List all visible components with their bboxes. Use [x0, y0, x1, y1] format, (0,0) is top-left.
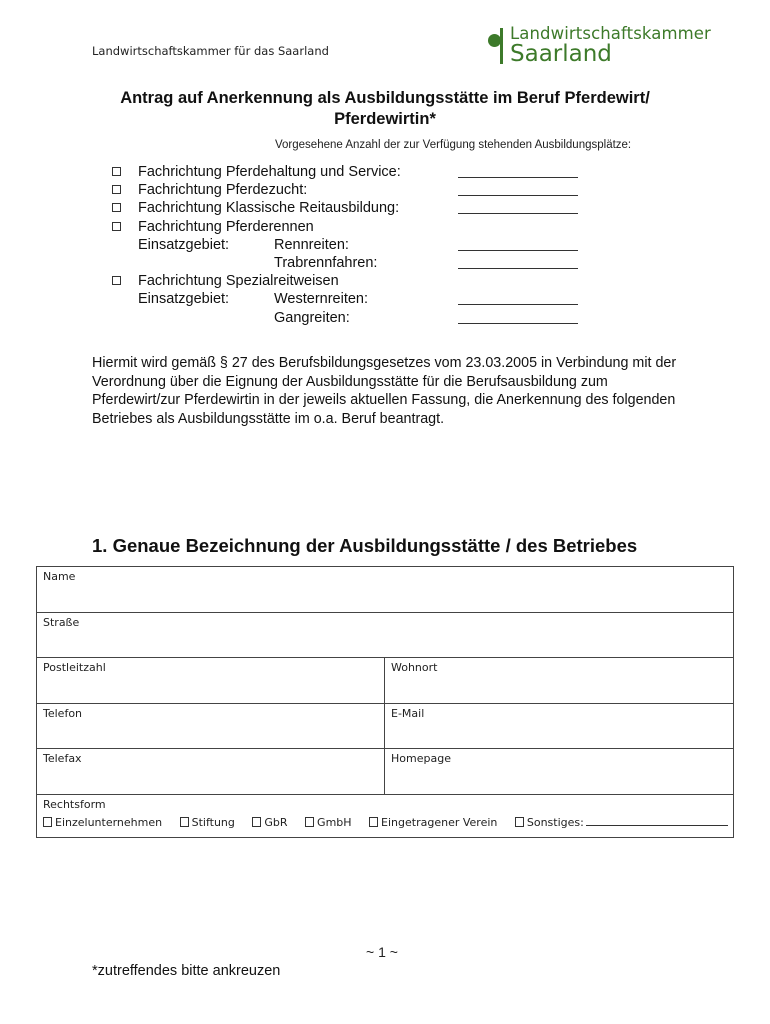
header-org-name: Landwirtschaftskammer für das Saarland [92, 44, 329, 58]
list-item [112, 199, 592, 217]
list-item [112, 309, 592, 327]
count-blank[interactable] [458, 268, 578, 269]
option-gbr[interactable]: GbR [252, 816, 287, 829]
einsatzgebiet-label: Einsatzgebiet: [138, 236, 230, 253]
plz-field[interactable] [37, 658, 385, 703]
checkbox[interactable] [112, 203, 121, 212]
telefon-label: Telefon [43, 707, 83, 720]
telefax-field[interactable] [37, 749, 385, 794]
sub-item-label: Gangreiten: [274, 309, 350, 326]
list-item [112, 181, 592, 199]
list-item-label: Fachrichtung Pferderennen [138, 218, 314, 235]
list-item [112, 163, 592, 181]
list-item [112, 290, 592, 308]
sub-item-label: Trabrennfahren: [274, 254, 378, 271]
places-subtitle: Vorgesehene Anzahl der zur Verfügung stehenden Ausbildungsplätze: [275, 139, 632, 151]
section-title: 1. Genaue Bezeichnung der Ausbildungsstätte / des Betriebes [92, 535, 638, 556]
homepage-label: Homepage [391, 752, 451, 765]
page-title-line2: Pferdewirtin* [334, 110, 436, 128]
form-row-telefon-email [37, 704, 733, 749]
count-blank[interactable] [458, 323, 578, 324]
list-item [112, 272, 592, 290]
form-row-telefax-homepage [37, 749, 733, 795]
checkbox[interactable] [180, 817, 189, 827]
sub-item-label: Westernreiten: [274, 291, 369, 308]
plz-label: Postleitzahl [43, 661, 106, 674]
page-title-line1: Antrag auf Anerkennung als Ausbildungsstätte im Beruf Pferdewirt/ [120, 89, 650, 107]
page-number: ~ 1 ~ [366, 944, 398, 960]
count-blank[interactable] [458, 213, 578, 214]
list-item [112, 218, 592, 236]
count-blank[interactable] [458, 195, 578, 196]
list-item-label: Fachrichtung Spezialreitweisen [138, 273, 339, 290]
logo [488, 24, 718, 72]
page-title [80, 88, 690, 130]
count-blank[interactable] [458, 177, 578, 178]
fachrichtung-list [112, 163, 592, 327]
checkbox[interactable] [112, 276, 121, 285]
checkbox[interactable] [369, 817, 378, 827]
form-row-name[interactable] [37, 567, 733, 613]
list-item [112, 236, 592, 254]
application-paragraph: Hiermit wird gemäß § 27 des Berufsbildungsgesetzes vom 23.03.2005 in Verbindung mit der Verordnung über die Eignung der Ausbildungsstätte für die Berufsausbildung zum Pferdewirt/zur Pferdewirtin in der jeweils aktuellen Fassung, die Anerkennung des folgenden Betriebes als Ausbildungsstätte im o.a. Beruf beantragt. [92, 355, 677, 427]
list-item-label: Fachrichtung Pferdezucht: [138, 182, 308, 199]
name-label: Name [43, 570, 76, 583]
rechtsform-label: Rechtsform [43, 798, 106, 811]
option-gmbh[interactable]: GmbH [305, 816, 352, 829]
footnote: *zutreffendes bitte ankreuzen [92, 963, 281, 979]
count-blank[interactable] [458, 304, 578, 305]
wohnort-label: Wohnort [391, 661, 438, 674]
strasse-label: Straße [43, 616, 80, 629]
list-item [112, 254, 592, 272]
telefax-label: Telefax [43, 752, 82, 765]
checkbox[interactable] [252, 817, 261, 827]
form-row-plz-wohnort [37, 658, 733, 704]
option-sonstiges[interactable]: Sonstiges: [515, 816, 728, 829]
count-blank[interactable] [458, 250, 578, 251]
rechtsform-options [43, 816, 728, 829]
homepage-field[interactable] [385, 749, 735, 794]
checkbox[interactable] [112, 185, 121, 194]
email-label: E-Mail [391, 707, 425, 720]
business-form [36, 566, 734, 838]
checkbox[interactable] [305, 817, 314, 827]
checkbox[interactable] [515, 817, 524, 827]
form-row-rechtsform [37, 795, 733, 837]
wohnort-field[interactable] [385, 658, 735, 703]
logo-bar-icon [500, 28, 503, 64]
logo-text-top: Landwirtschaftskammer [510, 24, 711, 43]
list-item-label: Fachrichtung Pferdehaltung und Service: [138, 164, 401, 180]
option-einzelunternehmen[interactable]: Einzelunternehmen [43, 816, 162, 829]
option-stiftung[interactable]: Stiftung [180, 816, 235, 829]
form-row-strasse[interactable] [37, 613, 733, 658]
list-item-label: Fachrichtung Klassische Reitausbildung: [138, 200, 400, 217]
email-field[interactable] [385, 704, 735, 748]
sonstiges-blank[interactable] [586, 825, 728, 826]
checkbox[interactable] [43, 817, 52, 827]
logo-text-bottom: Saarland [510, 41, 612, 67]
telefon-field[interactable] [37, 704, 385, 748]
einsatzgebiet-label: Einsatzgebiet: [138, 291, 230, 308]
sub-item-label: Rennreiten: [274, 236, 349, 253]
checkbox[interactable] [112, 167, 121, 176]
option-eingetragener-verein[interactable]: Eingetragener Verein [369, 816, 497, 829]
checkbox[interactable] [112, 222, 121, 231]
